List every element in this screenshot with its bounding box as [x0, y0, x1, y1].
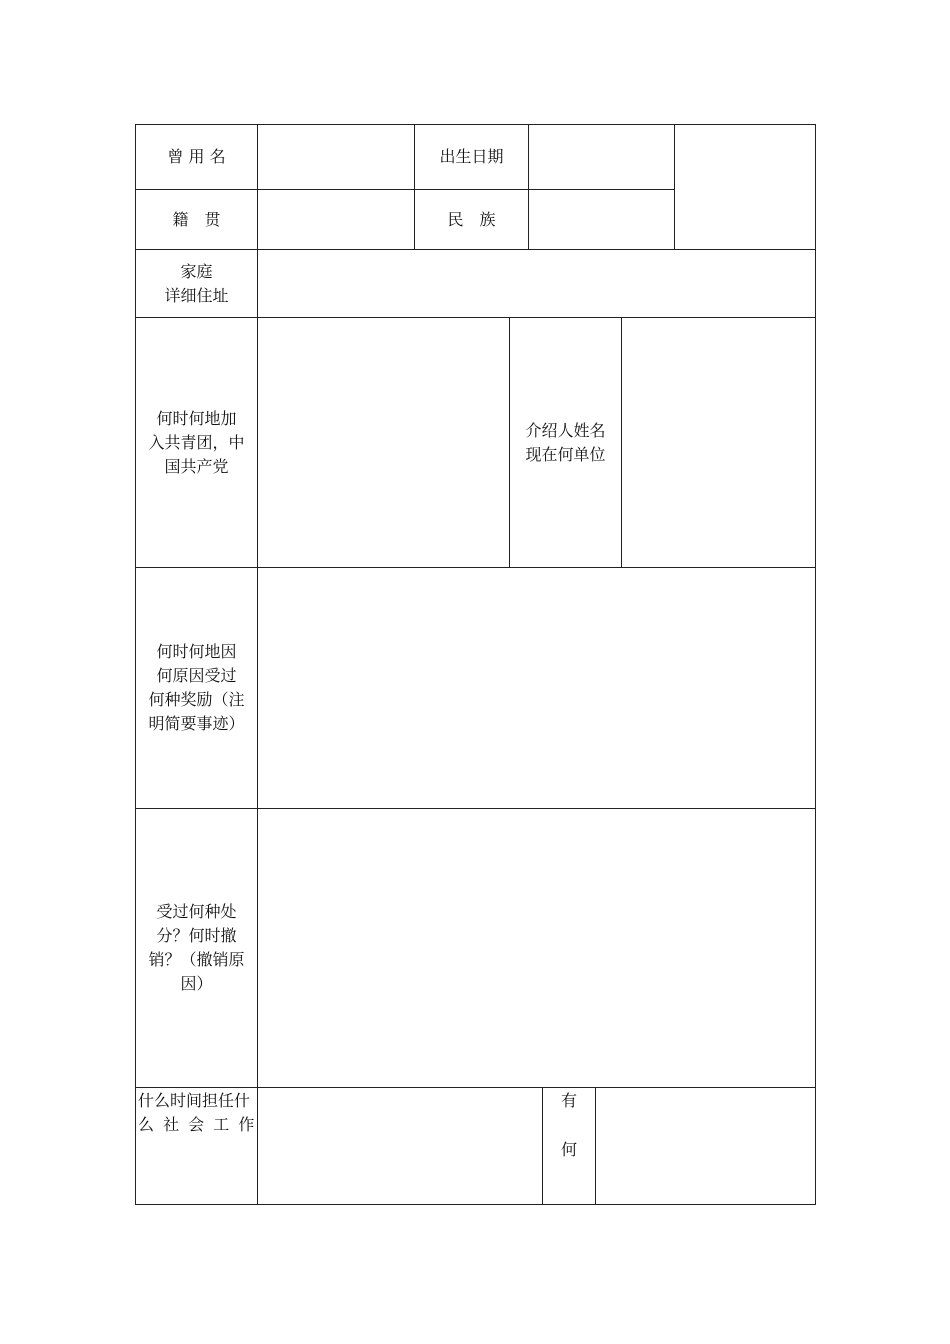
join-league-party-field[interactable]: [258, 318, 509, 567]
native-place-label: 籍 贯: [172, 209, 221, 229]
social-work-label-line2: 么 社 会 工 作: [138, 1115, 257, 1134]
social-work-field[interactable]: [258, 1088, 542, 1204]
awards-field[interactable]: [258, 568, 815, 808]
ethnicity-label: 民 族: [447, 209, 496, 229]
native-place-field[interactable]: [258, 190, 414, 249]
table-border-bottom: [135, 1204, 816, 1205]
home-address-field[interactable]: [258, 250, 815, 317]
home-address-label: 家庭 详细住址: [164, 261, 229, 305]
join-league-party-label: 何时何地加 入共青团，中 国共产党: [148, 408, 245, 476]
awards-label: 何时何地因 何原因受过 何种奖励（注 明简要事迹）: [148, 642, 245, 733]
other-field[interactable]: [596, 1088, 815, 1204]
table-border-right: [815, 124, 816, 1205]
social-work-label-line1: 什么时间担任什: [138, 1091, 251, 1110]
punishment-label: 受过何种处 分？何时撤 销？（撤销原 因）: [148, 902, 245, 993]
ethnicity-field[interactable]: [529, 190, 674, 249]
birth-date-field[interactable]: [529, 125, 674, 189]
other-label-char-2: 何: [560, 1140, 577, 1159]
other-label-char-1: 有: [560, 1091, 577, 1110]
photo-box[interactable]: [675, 125, 815, 249]
birth-date-label: 出生日期: [439, 147, 504, 166]
introducer-field[interactable]: [622, 318, 815, 567]
punishment-field[interactable]: [258, 809, 815, 1087]
social-work-label: [136, 1088, 257, 1204]
introducer-label: 介绍人姓名 现在何单位: [525, 420, 606, 464]
former-name-label: 曾 用 名: [167, 147, 226, 166]
former-name-field[interactable]: [258, 125, 414, 189]
